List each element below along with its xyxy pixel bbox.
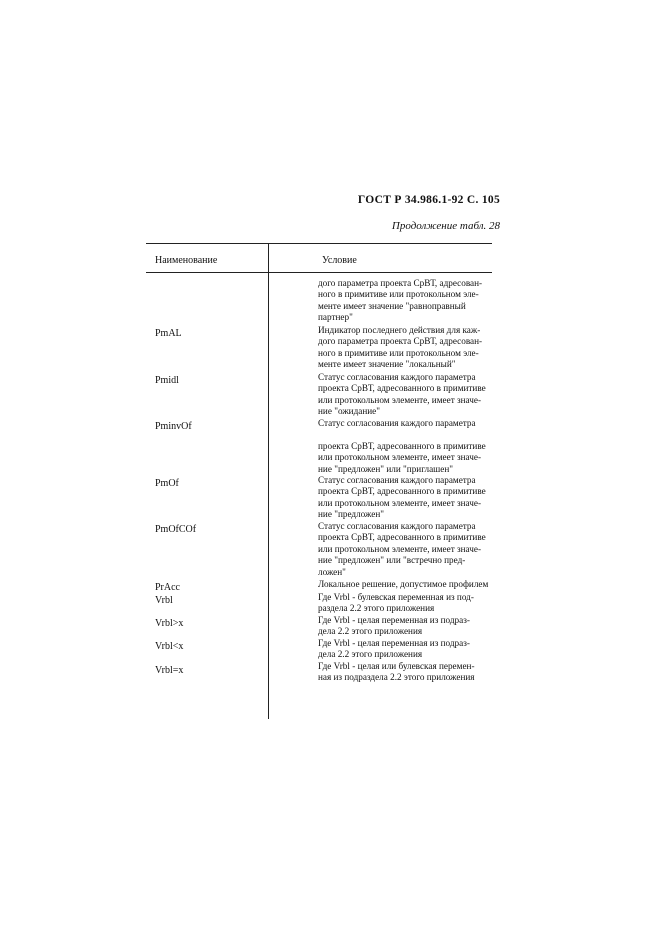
row-condition: Индикатор последнего действия для каж- дого параметра проекта СрВТ, адресован- ного в примитиве или протокольном эле- менте имеет значение "локальный" xyxy=(318,325,483,370)
row-name: PmOf xyxy=(155,478,179,489)
row-condition: дого параметра проекта СрВТ, адресован- ного в примитиве или протокольном эле- менте имеет значение "равноправный партнер" xyxy=(318,278,483,323)
row-condition: проекта СрВТ, адресованного в примитиве или протокольном элементе, имеет значе- ние "предложен" или "приглашен" xyxy=(318,441,486,474)
table-column-divider xyxy=(268,243,269,719)
row-condition: Локальное решение, допустимое профилем xyxy=(318,579,489,589)
row-condition: Статус согласования каждого параметра xyxy=(318,418,476,428)
table-top-rule xyxy=(146,243,492,244)
row-condition: Где Vrbl - булевская переменная из под- раздела 2.2 этого приложения xyxy=(318,592,474,614)
row-name: PrAcc xyxy=(155,582,180,593)
row-name: Vrbl=x xyxy=(155,665,184,676)
row-condition: Статус согласования каждого параметра проекта СрВТ, адресованного в примитиве или протокольном элементе, имеет значе- ние "предложен" или "встречно пред- ложен" xyxy=(318,521,486,577)
row-condition: Где Vrbl - целая переменная из подраз- дела 2.2 этого приложения xyxy=(318,615,470,637)
row-name: Vrbl xyxy=(155,595,173,606)
row-condition: Где Vrbl - целая или булевская перемен- ная из подраздела 2.2 этого приложения xyxy=(318,661,475,683)
table-continuation-label: Продолжение табл. 28 xyxy=(391,220,500,232)
row-name: PmOfCOf xyxy=(155,524,197,535)
row-name: Pmidl xyxy=(155,375,179,386)
table-header-rule xyxy=(146,272,492,273)
row-condition: Где Vrbl - целая переменная из подраз- дела 2.2 этого приложения xyxy=(318,638,470,660)
document-reference: ГОСТ Р 34.986.1-92 С. 105 xyxy=(357,194,500,206)
row-name: PmAL xyxy=(155,328,182,339)
row-name: Vrbl>x xyxy=(155,618,184,629)
row-name: Vrbl<x xyxy=(155,641,184,652)
column-header-name: Наименование xyxy=(155,255,218,266)
row-name: PminvOf xyxy=(155,421,192,432)
row-condition: Статус согласования каждого параметра проекта СрВТ, адресованного в примитиве или протокольном элементе, имеет значе- ние "предложен" xyxy=(318,475,486,520)
row-condition: Статус согласования каждого параметра проекта СрВТ, адресованного в примитиве или протокольном элементе, имеет значе- ние "ожидание" xyxy=(318,372,486,417)
column-header-condition: Условие xyxy=(322,255,357,266)
